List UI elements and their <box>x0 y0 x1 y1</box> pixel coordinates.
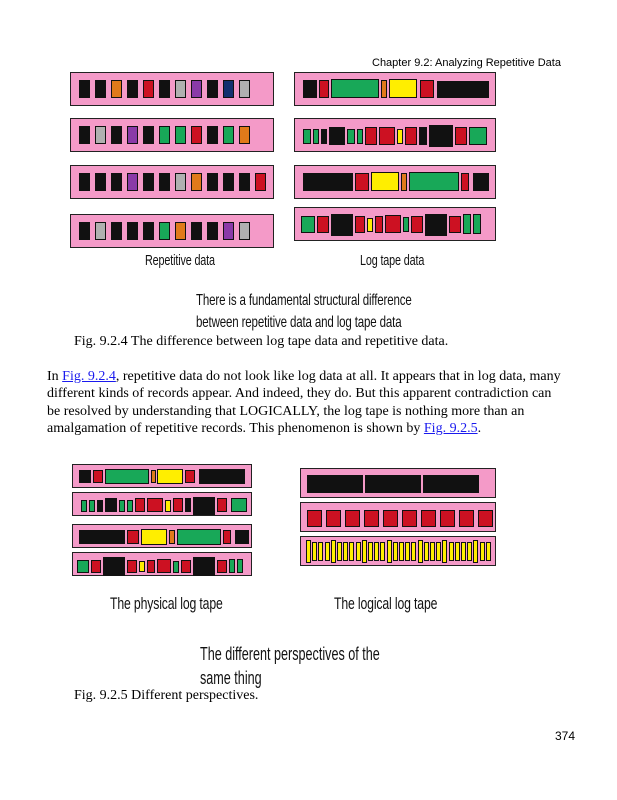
record-block <box>159 80 170 98</box>
record-block <box>437 81 489 98</box>
record-block <box>362 540 367 563</box>
record-block <box>81 500 87 512</box>
record-block <box>79 126 90 144</box>
record-block <box>436 542 441 561</box>
physical-log-tape-strip <box>72 524 252 548</box>
physical-log-tape-strip <box>72 552 252 576</box>
record-block <box>480 542 485 561</box>
record-block <box>79 80 90 98</box>
record-block <box>329 127 345 145</box>
record-block <box>345 510 360 527</box>
record-block <box>418 540 423 563</box>
log-tape-data-strip <box>294 118 496 152</box>
link-fig-9-2-5[interactable]: Fig. 9.2.5 <box>423 421 478 437</box>
record-block <box>157 469 183 484</box>
record-block <box>375 216 383 233</box>
record-block <box>95 173 106 191</box>
page-number: 374 <box>555 729 576 743</box>
record-block <box>355 216 365 233</box>
record-block <box>455 127 467 145</box>
record-block <box>207 173 218 191</box>
figure-note-line2: between repetitive data and log tape data <box>196 314 402 331</box>
physical-log-tape-strip <box>72 464 252 488</box>
logical-log-tape-strip <box>300 468 496 498</box>
record-block <box>79 530 125 544</box>
record-block <box>193 557 215 576</box>
record-block <box>111 126 122 144</box>
record-block <box>127 80 138 98</box>
log-tape-data-strip <box>294 165 496 199</box>
record-block <box>411 216 423 233</box>
record-block <box>97 500 103 512</box>
label-log-tape-data: Log tape data <box>360 252 425 269</box>
record-block <box>306 540 311 563</box>
record-block <box>191 80 202 98</box>
chapter-header: Chapter 9.2: Analyzing Repetitive Data <box>372 57 561 69</box>
repetitive-data-strip <box>70 214 274 248</box>
record-block <box>147 498 163 512</box>
record-block <box>185 498 191 512</box>
record-block <box>175 222 186 240</box>
record-block <box>405 127 417 145</box>
record-block <box>239 173 250 191</box>
record-block <box>473 214 481 234</box>
record-block <box>379 127 395 145</box>
record-block <box>141 529 167 545</box>
record-block <box>127 126 138 144</box>
record-block <box>91 560 101 573</box>
record-block <box>380 542 385 561</box>
record-block <box>389 79 417 98</box>
record-block <box>425 214 447 236</box>
record-block <box>430 542 435 561</box>
label-logical-log-tape: The logical log tape <box>334 594 438 613</box>
figure-note-line1: There is a fundamental structural difference <box>196 292 412 309</box>
link-fig-9-2-4[interactable]: Fig. 9.2.4 <box>62 369 116 384</box>
log-tape-data-strip <box>294 207 496 241</box>
record-block <box>367 218 373 232</box>
record-block <box>326 510 341 527</box>
record-block <box>79 470 91 483</box>
record-block <box>147 560 155 573</box>
record-block <box>143 173 154 191</box>
record-block <box>331 214 353 236</box>
logical-log-tape-strip <box>300 536 496 566</box>
record-block <box>307 475 363 493</box>
record-block <box>469 127 487 145</box>
record-block <box>207 80 218 98</box>
record-block <box>127 530 139 544</box>
record-block <box>459 510 474 527</box>
figure-note-line1: The different perspectives of the <box>200 644 380 664</box>
record-block <box>223 80 234 98</box>
record-block <box>461 542 466 561</box>
record-block <box>239 80 250 98</box>
record-block <box>143 126 154 144</box>
record-block <box>319 80 329 98</box>
record-block <box>175 126 186 144</box>
record-block <box>419 127 427 145</box>
record-block <box>403 217 409 232</box>
record-block <box>473 540 478 563</box>
record-block <box>461 173 469 191</box>
record-block <box>169 530 175 544</box>
log-tape-data-strip <box>294 72 496 106</box>
record-block <box>199 469 245 484</box>
record-block <box>127 222 138 240</box>
record-block <box>440 510 455 527</box>
record-block <box>235 530 249 544</box>
record-block <box>223 222 234 240</box>
record-block <box>135 498 145 512</box>
record-block <box>301 216 315 233</box>
record-block <box>473 173 489 191</box>
record-block <box>95 126 106 144</box>
record-block <box>223 126 234 144</box>
repetitive-data-strip <box>70 118 274 152</box>
record-block <box>331 79 379 98</box>
record-block <box>313 129 319 144</box>
record-block <box>357 129 363 144</box>
record-block <box>321 129 327 144</box>
record-block <box>191 126 202 144</box>
record-block <box>364 510 379 527</box>
record-block <box>165 500 171 512</box>
record-block <box>111 222 122 240</box>
paragraph-text: , repetitive data do not look like log data at all. It appears that in log data, many different kinds of records appear. And indeed, they do. But this apparent contradiction can be resolved by understanding that LOGICALLY, the log tape is nothing more than an amalgamation of repetitive records. This phenomenon is shown by <box>47 369 561 437</box>
paragraph-text: In <box>47 369 63 384</box>
record-block <box>159 173 170 191</box>
record-block <box>191 173 202 191</box>
record-block <box>237 559 243 573</box>
record-block <box>383 510 398 527</box>
logical-log-tape-strip <box>300 502 496 532</box>
record-block <box>223 173 234 191</box>
record-block <box>397 129 403 144</box>
record-block <box>405 542 410 561</box>
record-block <box>223 530 231 544</box>
record-block <box>231 498 247 512</box>
record-block <box>303 129 311 144</box>
record-block <box>411 542 416 561</box>
record-block <box>486 542 491 561</box>
record-block <box>79 222 90 240</box>
record-block <box>424 542 429 561</box>
record-block <box>95 222 106 240</box>
figure-caption-9-2-5: Fig. 9.2.5 Different perspectives. <box>74 688 259 703</box>
record-block <box>365 127 377 145</box>
record-block <box>449 216 461 233</box>
record-block <box>159 222 170 240</box>
record-block <box>175 173 186 191</box>
record-block <box>349 542 354 561</box>
record-block <box>325 542 330 561</box>
label-physical-log-tape: The physical log tape <box>110 594 223 613</box>
record-block <box>331 540 336 563</box>
record-block <box>307 510 322 527</box>
record-block <box>393 542 398 561</box>
record-block <box>239 222 250 240</box>
physical-log-tape-strip <box>72 492 252 516</box>
record-block <box>173 498 183 512</box>
record-block <box>207 222 218 240</box>
record-block <box>127 173 138 191</box>
record-block <box>139 561 145 572</box>
record-block <box>387 540 392 563</box>
record-block <box>229 559 235 573</box>
record-block <box>318 542 323 561</box>
record-block <box>77 560 89 573</box>
record-block <box>127 500 133 512</box>
record-block <box>119 500 125 512</box>
record-block <box>429 125 453 147</box>
record-block <box>207 126 218 144</box>
record-block <box>217 560 227 573</box>
record-block <box>193 497 215 515</box>
record-block <box>343 542 348 561</box>
record-block <box>303 80 317 98</box>
repetitive-data-strip <box>70 72 274 106</box>
record-block <box>455 542 460 561</box>
paragraph-text: . <box>477 421 482 437</box>
record-block <box>368 542 373 561</box>
record-block <box>157 559 171 573</box>
record-block <box>89 500 95 512</box>
record-block <box>409 172 459 191</box>
record-block <box>177 529 221 545</box>
record-block <box>143 222 154 240</box>
record-block <box>239 126 250 144</box>
record-block <box>79 173 90 191</box>
record-block <box>381 80 387 98</box>
record-block <box>317 216 329 233</box>
record-block <box>385 215 401 233</box>
figure-caption-9-2-4: Fig. 9.2.4 The difference between log tape data and repetitive data. <box>74 334 449 349</box>
record-block <box>185 470 195 483</box>
record-block <box>111 173 122 191</box>
repetitive-data-strip <box>70 165 274 199</box>
record-block <box>402 510 417 527</box>
record-block <box>420 80 434 98</box>
figure-note-line2: same thing <box>200 668 262 688</box>
record-block <box>356 542 361 561</box>
record-block <box>143 80 154 98</box>
record-block <box>399 542 404 561</box>
record-block <box>303 173 353 191</box>
record-block <box>347 129 355 144</box>
record-block <box>401 173 407 191</box>
record-block <box>463 214 471 234</box>
record-block <box>312 542 317 561</box>
record-block <box>449 542 454 561</box>
record-block <box>421 510 436 527</box>
record-block <box>371 172 399 191</box>
record-block <box>374 542 379 561</box>
record-block <box>105 469 149 484</box>
record-block <box>355 173 369 191</box>
record-block <box>337 542 342 561</box>
record-block <box>217 498 227 512</box>
record-block <box>159 126 170 144</box>
record-block <box>111 80 122 98</box>
record-block <box>181 560 191 573</box>
record-block <box>173 561 179 573</box>
record-block <box>365 475 421 493</box>
record-block <box>255 173 266 191</box>
record-block <box>191 222 202 240</box>
record-block <box>442 540 447 563</box>
record-block <box>175 80 186 98</box>
record-block <box>467 542 472 561</box>
label-repetitive-data: Repetitive data <box>145 252 215 269</box>
record-block <box>151 470 156 483</box>
body-paragraph <box>47 368 567 438</box>
record-block <box>127 560 137 573</box>
record-block <box>103 557 125 576</box>
record-block <box>105 498 117 512</box>
record-block <box>423 475 479 493</box>
record-block <box>93 470 103 483</box>
record-block <box>95 80 106 98</box>
record-block <box>478 510 493 527</box>
